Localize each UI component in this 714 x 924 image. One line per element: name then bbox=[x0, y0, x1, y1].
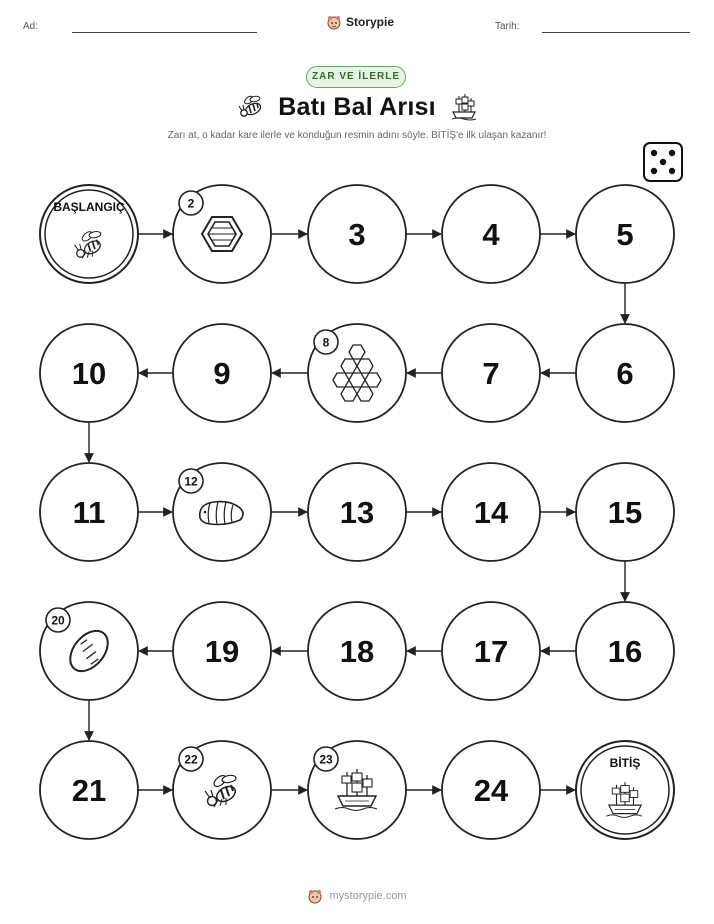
space-number: 10 bbox=[71, 356, 107, 391]
space-number: 23 bbox=[319, 752, 333, 767]
space-number: 7 bbox=[482, 356, 500, 391]
space-number: 11 bbox=[72, 495, 106, 530]
board-space bbox=[308, 185, 406, 283]
board-space bbox=[576, 741, 674, 839]
space-number: 12 bbox=[184, 474, 198, 489]
name-label: Ad: bbox=[23, 21, 39, 32]
board-space bbox=[308, 324, 406, 422]
space-number: 2 bbox=[187, 196, 195, 211]
footer bbox=[0, 886, 714, 906]
board-space bbox=[576, 463, 674, 561]
honeycomb-cell-icon bbox=[202, 217, 242, 251]
board-space bbox=[173, 463, 271, 561]
space-number: 19 bbox=[204, 634, 240, 669]
board-space bbox=[173, 185, 271, 283]
board-space bbox=[442, 463, 540, 561]
space-number: 22 bbox=[184, 752, 198, 767]
larva-icon bbox=[200, 502, 243, 525]
board-space bbox=[576, 602, 674, 700]
space-number: 20 bbox=[51, 613, 65, 628]
brand-name: Storypie bbox=[346, 15, 395, 29]
start-label: BAŞLANGIÇ bbox=[53, 200, 125, 214]
space-number: 16 bbox=[607, 634, 643, 669]
page-title: Batı Bal Arısı bbox=[278, 92, 436, 121]
space-number: 3 bbox=[348, 217, 366, 252]
board-space bbox=[308, 602, 406, 700]
finish-label: BİTİŞ bbox=[609, 756, 641, 770]
space-number: 24 bbox=[473, 773, 509, 808]
space-number: 17 bbox=[473, 634, 509, 669]
board-space bbox=[40, 185, 138, 283]
space-number: 6 bbox=[616, 356, 634, 391]
board-space bbox=[308, 741, 406, 839]
activity-badge: ZAR VE İLERLE bbox=[306, 66, 406, 88]
space-number: 21 bbox=[71, 773, 107, 808]
instructions-text: Zarı at, o kadar kare ilerle ve konduğun resmin adını söyle. BİTİŞ'e ilk ulaşan kazanır! bbox=[167, 130, 547, 141]
space-number: 8 bbox=[322, 335, 330, 350]
board-space bbox=[173, 602, 271, 700]
board-space bbox=[40, 602, 138, 700]
board-space bbox=[173, 324, 271, 422]
board-space bbox=[40, 463, 138, 561]
space-number: 15 bbox=[607, 495, 643, 530]
date-label: Tarih: bbox=[495, 21, 520, 32]
board-space bbox=[308, 463, 406, 561]
space-number: 9 bbox=[213, 356, 231, 391]
board-space bbox=[576, 324, 674, 422]
board-space bbox=[40, 324, 138, 422]
board-space bbox=[442, 324, 540, 422]
board-space bbox=[173, 741, 271, 839]
space-number: 13 bbox=[339, 495, 375, 530]
space-number: 5 bbox=[616, 217, 634, 252]
board-space bbox=[442, 602, 540, 700]
board-space bbox=[576, 185, 674, 283]
board-space bbox=[40, 741, 138, 839]
space-number: 18 bbox=[339, 634, 375, 669]
board-space bbox=[442, 741, 540, 839]
board-space bbox=[442, 185, 540, 283]
space-number: 4 bbox=[482, 217, 500, 252]
footer-url: mystorypie.com bbox=[329, 890, 407, 902]
storypie-mascot-icon bbox=[307, 888, 323, 904]
space-number: 14 bbox=[473, 495, 509, 530]
